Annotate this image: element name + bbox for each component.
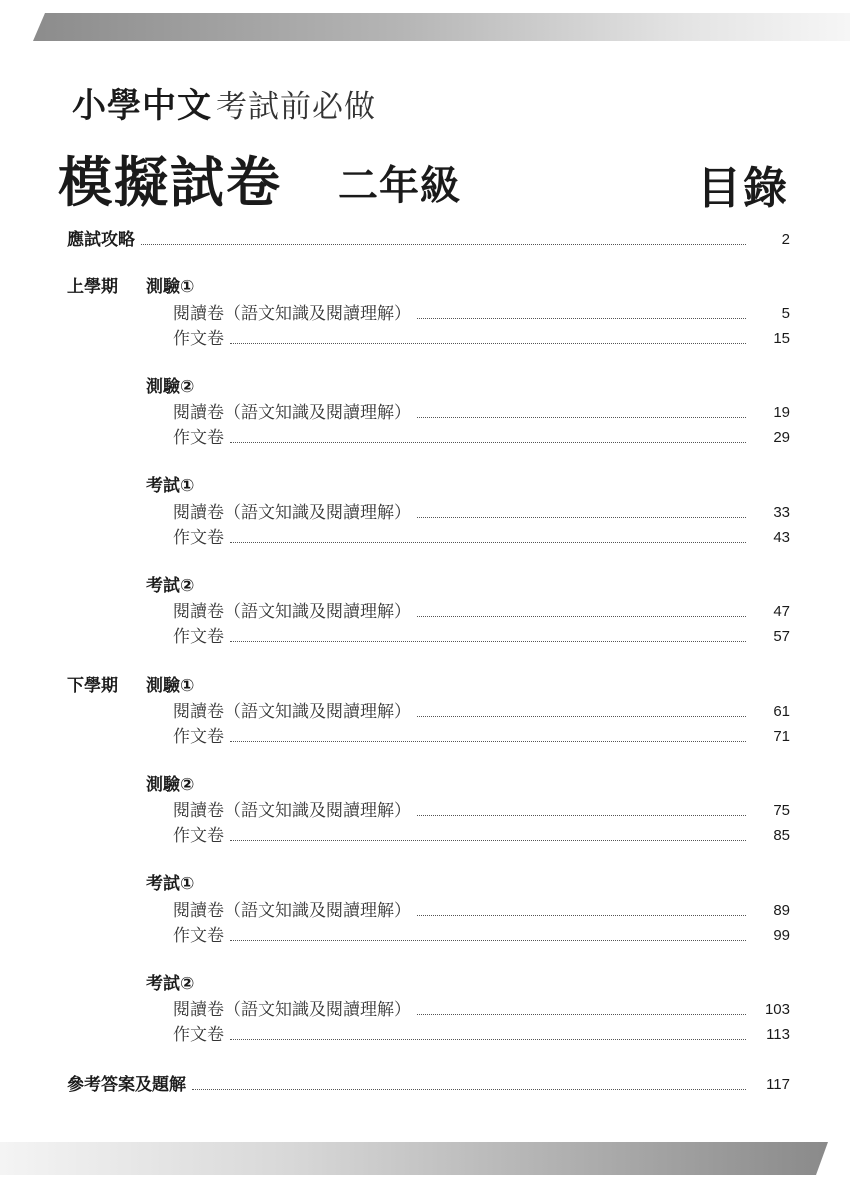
- toc-entry-label: 閱讀卷（語文知識及閱讀理解）: [173, 403, 411, 423]
- toc-entry-reading[interactable]: [173, 399, 790, 423]
- toc-entry-label: 作文卷: [173, 1025, 224, 1045]
- dot-leader: [230, 740, 746, 742]
- toc-entry-label: 閱讀卷（語文知識及閱讀理解）: [173, 702, 411, 722]
- toc-heading: 目錄: [697, 163, 789, 214]
- toc-entry-label: 參考答案及題解: [67, 1075, 186, 1095]
- toc-entry-writing[interactable]: [173, 325, 790, 349]
- toc-page-number: 47: [773, 603, 790, 620]
- dot-leader: [230, 839, 746, 841]
- section-heading: 測驗①: [146, 676, 195, 696]
- toc-entry-writing[interactable]: [173, 1021, 790, 1045]
- toc-page-number: 19: [773, 404, 790, 421]
- toc-page-number: 99: [773, 927, 790, 944]
- toc-entry-writing[interactable]: [173, 623, 790, 647]
- toc-entry-writing[interactable]: [173, 424, 790, 448]
- toc-page-number: 89: [773, 902, 790, 919]
- section-heading: 考試①: [146, 476, 195, 496]
- toc-entry-intro[interactable]: [67, 226, 790, 250]
- toc-entry-writing[interactable]: [173, 524, 790, 548]
- dot-leader: [230, 441, 746, 443]
- term-heading-second: 下學期: [67, 676, 118, 696]
- toc-page-number: 71: [773, 728, 790, 745]
- toc-entry-label: 閱讀卷（語文知識及閱讀理解）: [173, 901, 411, 921]
- toc-entry-label: 作文卷: [173, 428, 224, 448]
- series-brand: [72, 78, 376, 127]
- section-heading: 考試①: [146, 874, 195, 894]
- toc-entry-label: 閱讀卷（語文知識及閱讀理解）: [173, 503, 411, 523]
- book-title: 模擬試卷: [58, 151, 282, 214]
- dot-leader: [192, 1088, 746, 1090]
- dot-leader: [417, 715, 746, 717]
- toc-entry-label: 閱讀卷（語文知識及閱讀理解）: [173, 1000, 411, 1020]
- grade-label: 二年級: [338, 163, 461, 209]
- toc-entry-label: 作文卷: [173, 627, 224, 647]
- brand-bold-text: 小學中文: [72, 86, 212, 126]
- toc-page-number: 113: [766, 1026, 790, 1043]
- toc-entry-label: 作文卷: [173, 528, 224, 548]
- toc-entry-label: 閱讀卷（語文知識及閱讀理解）: [173, 304, 411, 324]
- toc-entry-reading[interactable]: [173, 698, 790, 722]
- dot-leader: [417, 914, 746, 916]
- section-heading: 考試②: [146, 576, 195, 596]
- brand-light-text: 考試前必做: [216, 89, 376, 125]
- toc-entry-label: 作文卷: [173, 826, 224, 846]
- section-heading: 測驗②: [146, 775, 195, 795]
- toc-entry-label: 閱讀卷（語文知識及閱讀理解）: [173, 602, 411, 622]
- toc-page-number: 15: [773, 330, 790, 347]
- bottom-decorative-band: [0, 1142, 828, 1175]
- toc-entry-label: 作文卷: [173, 329, 224, 349]
- dot-leader: [230, 939, 746, 941]
- toc-page-number: 29: [773, 429, 790, 446]
- toc-entry-label: 作文卷: [173, 926, 224, 946]
- term-heading-first: 上學期: [67, 277, 118, 297]
- toc-entry-reading[interactable]: [173, 996, 790, 1020]
- section-heading: 測驗②: [146, 377, 195, 397]
- toc-page-number: 85: [773, 827, 790, 844]
- toc-entry-answers[interactable]: [67, 1071, 790, 1095]
- dot-leader: [230, 640, 746, 642]
- dot-leader: [417, 1013, 746, 1015]
- toc-page-number: 117: [766, 1076, 790, 1093]
- dot-leader: [230, 1038, 746, 1040]
- toc-entry-reading[interactable]: [173, 499, 790, 523]
- dot-leader: [141, 243, 746, 245]
- toc-page-number: 5: [781, 305, 790, 322]
- toc-entry-label: 作文卷: [173, 727, 224, 747]
- dot-leader: [230, 342, 746, 344]
- toc-entry-label: 應試攻略: [67, 230, 135, 250]
- dot-leader: [417, 615, 746, 617]
- toc-page-number: 43: [773, 529, 790, 546]
- dot-leader: [417, 317, 746, 319]
- toc-entry-writing[interactable]: [173, 723, 790, 747]
- toc-entry-reading[interactable]: [173, 598, 790, 622]
- toc-page-number: 103: [764, 1001, 790, 1018]
- top-decorative-band: [33, 13, 850, 41]
- dot-leader: [417, 814, 746, 816]
- dot-leader: [417, 516, 746, 518]
- toc-page-number: 61: [773, 703, 790, 720]
- toc-page-number: 75: [773, 802, 790, 819]
- toc-entry-writing[interactable]: [173, 822, 790, 846]
- toc-entry-reading[interactable]: [173, 300, 790, 324]
- toc-entry-reading[interactable]: [173, 897, 790, 921]
- toc-entry-writing[interactable]: [173, 922, 790, 946]
- toc-entry-label: 閱讀卷（語文知識及閱讀理解）: [173, 801, 411, 821]
- toc-page-number: 33: [773, 504, 790, 521]
- section-heading: 測驗①: [146, 277, 195, 297]
- dot-leader: [230, 541, 746, 543]
- toc-page-number: 2: [781, 231, 790, 248]
- toc-page-number: 57: [773, 628, 790, 645]
- section-heading: 考試②: [146, 974, 195, 994]
- toc-entry-reading[interactable]: [173, 797, 790, 821]
- dot-leader: [417, 416, 746, 418]
